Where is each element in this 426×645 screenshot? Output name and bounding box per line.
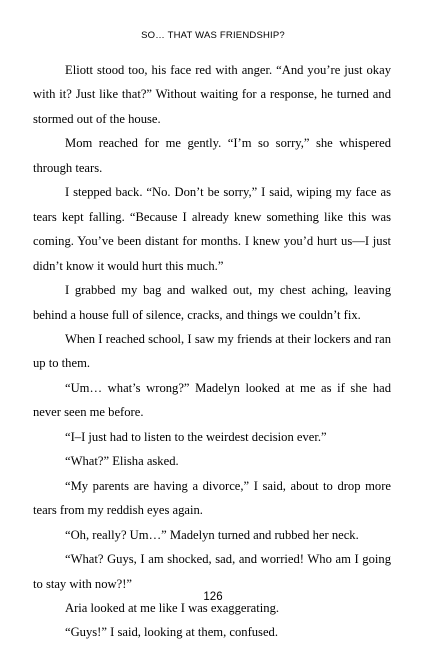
paragraph: Aria looked at me like I was exaggerating. [65,600,280,615]
paragraph: “Guys!” I said, looking at them, confused. [65,625,278,640]
paragraph: “What?” Elisha asked. [65,454,179,469]
paragraph: Mom reached for me gently. “I’m so sorry,” she whispered through tears. [33,136,391,175]
paragraph: I stepped back. “No. Don’t be sorry,” I said, wiping my face as tears kept falling. “Because I already knew something like this was coming. You’ve been distant for months. I knew you’d hurt us—I just didn’t know it would hurt this much.” [33,185,391,273]
running-header: SO… THAT WAS FRIENDSHIP? [141,30,285,41]
paragraph: Eliott stood too, his face red with anger. “And you’re just okay with it? Just like that?” Without waiting for a response, he turned and stormed out of the house. [33,63,391,126]
paragraph: “I–I just had to listen to the weirdest decision ever.” [65,429,327,444]
paragraph: “My parents are having a divorce,” I said, about to drop more tears from my reddish eyes again. [33,478,391,518]
paragraph: “What? Guys, I am shocked, sad, and worried! Who am I going to stay with now?!” [33,552,391,591]
body-text [33,58,391,645]
page-number: 126 [203,591,223,603]
paragraph: “Um… what’s wrong?” Madelyn looked at me as if she had never seen me before. [33,380,391,420]
paragraph: I grabbed my bag and walked out, my chest aching, leaving behind a house full of silence, cracks, and things we couldn’t fix. [33,283,391,322]
paragraph: When I reached school, I saw my friends at their lockers and ran up to them. [33,331,391,371]
paragraph: “Oh, really? Um…” Madelyn turned and rubbed her neck. [65,527,359,542]
